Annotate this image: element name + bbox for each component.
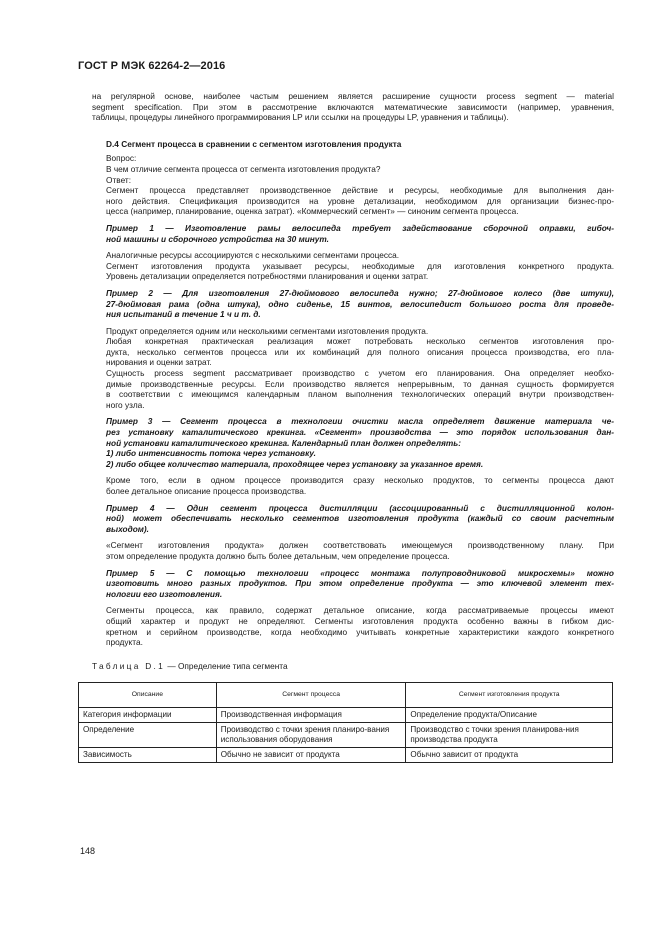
text-line: «Сегмент изготовления продукта» должен соответствовать имеющемуся производственному плану. При (106, 540, 614, 551)
text-line: ной) может обеспечивать несколько сегментов изготовления продукта (каждый со своим расчетным (106, 513, 614, 524)
text-line: рез установку каталитического крекинга. «Сегмент» производства — это порядок использования дан- (106, 427, 614, 438)
text-line: Пример 5 — С помощью технологии «процесс монтажа полупроводниковой микросхемы» можно (106, 567, 614, 578)
paragraph-any-realization (92, 336, 614, 368)
text-line: Кроме того, если в одном процессе производится сразу несколько продуктов, то сегменты процесса дают (106, 475, 614, 486)
text-line: более детальное описание процесса производства. (106, 486, 307, 496)
example-4 (92, 503, 614, 535)
text-line: выходом). (106, 523, 149, 534)
page-header: ГОСТ Р МЭК 62264-2—2016 (78, 60, 226, 72)
table-cell: Обычно не зависит от продукта (216, 748, 406, 763)
example-5 (92, 568, 614, 600)
text-line: Любая конкретная практическая реализация может потребовать несколько сегментов изготовления про- (106, 336, 614, 347)
table-row (79, 748, 613, 763)
text-line: общий характер и продукт не определяют. Сегменты изготовления продукта особенно важны в гибком дис- (106, 615, 614, 626)
text-line: изготовить много разных продуктов. При этом определение продукта — это ключевой элемент тех- (106, 578, 614, 589)
example-1 (92, 223, 614, 244)
text-line: димые производственные ресурсы. Если производство является непрерывным, то данная сущность формируется (106, 378, 614, 389)
text-line: нирования и оценки затрат. (106, 357, 212, 368)
example-3-items (92, 448, 614, 469)
text-line: ния испытаний в течение 1 ч и т. д. (106, 309, 261, 320)
table-header-row (79, 683, 613, 707)
table-cell: Определение (79, 722, 217, 747)
document-body (83, 91, 614, 763)
question-text: В чем отличие сегмента процесса от сегмента изготовления продукта? (106, 163, 381, 174)
answer-paragraph (92, 185, 614, 217)
text-line: кретном и серийном производстве, когда необходимо учитывать конкретные характеристики каждого конкретного (106, 626, 614, 637)
paragraph-product-defined: Продукт определяется одним или несколькими сегментами изготовления продукта. (106, 325, 429, 336)
text-line: на регулярной основе, наиболее частым решением является расширение сущности process segment — material (92, 91, 614, 101)
column-header: Сегмент процесса (216, 683, 406, 707)
column-header: Описание (79, 683, 217, 707)
text-line: Пример 4 — Один сегмент процесса дистилляции (ассоциированный с дистилляционной колон- (106, 502, 614, 513)
table-cell: Производство с точки зрения планирова-ния производства продукта (406, 722, 613, 747)
table-cell: Производственная информация (216, 707, 406, 722)
text-line: Уровень детализации определяется потребностями планирования и оценки затрат. (106, 271, 429, 282)
text-line: ного узла. (106, 399, 145, 410)
text-line: Сегменты процесса, как правило, содержат детальное описание, когда рассматриваемые процессы имеют (106, 605, 614, 616)
text-line: 2) либо общее количество материала, проходящее через установку за указанное время. (106, 458, 484, 469)
table-row (79, 707, 613, 722)
answer-label: Ответ: (106, 174, 132, 185)
question-answer (92, 153, 614, 185)
table-cell: Производство с точки зрения планиро-вания использования оборудования (216, 722, 406, 747)
page-number: 148 (80, 846, 96, 856)
text-line: Пример 1 — Изготовление рамы велосипеда требует задействование сборочной оправки, гибоч- (106, 222, 614, 233)
table-cell: Зависимость (79, 748, 217, 763)
text-line: 1) либо интенсивность потока через установку. (106, 448, 316, 459)
paragraph-analog: Аналогичные ресурсы ассоциируются с несколькими сегментами процесса. (106, 250, 400, 261)
paragraph-segments-usually (92, 605, 614, 647)
paragraph-segment-must (92, 540, 614, 561)
text-line: цесса (например, планирование, оценка затрат). «Коммерческий сегмент» — синоним сегмента процесса. (106, 206, 519, 217)
table-cell: Определение продукта/Описание (406, 707, 613, 722)
text-line: в соответствии с имеющимся календарным планом выполнения технологических операций внутри производствен- (106, 389, 614, 400)
paragraph-segment-product (92, 261, 614, 282)
text-line: Пример 2 — Для изготовления 27-дюймового велосипеда нужно; 27-дюймовое колесо (две штуки), (106, 287, 614, 298)
text-line: ной машины и сборочного устройства на 30 минут. (106, 233, 329, 244)
table-row (79, 722, 613, 747)
table-caption: — Определение типа сегмента (167, 660, 288, 671)
question-label: Вопрос: (106, 153, 137, 164)
table-label: Таблица D.1 (92, 660, 166, 671)
segment-type-table (78, 682, 613, 763)
text-line: дукта, несколько сегментов процесса или их комбинаций для полного описания процесса производства, его пла- (106, 346, 614, 357)
text-line: Сегмент изготовления продукта указывает ресурсы, необходимые для изготовления конкретного продукта. (106, 260, 614, 271)
example-3 (92, 416, 614, 448)
text-line: 27-дюймовая рама (одна штука), одно сиденье, 15 винтов, велосипедист большого роста для проведе- (106, 298, 614, 309)
intro-paragraph (92, 91, 614, 123)
text-line: ной установки каталитического крекинга. Календарный план должен определять: (106, 437, 461, 448)
example-2 (92, 288, 614, 320)
paragraph-essence (92, 368, 614, 410)
text-line: нологии его изготовления. (106, 588, 223, 599)
text-line: Пример 3 — Сегмент процесса в технологии очистки масла определяет движение материала че- (106, 416, 614, 427)
paragraph-besides (92, 475, 614, 496)
table-cell: Обычно зависит от продукта (406, 748, 613, 763)
text-line: segment specification. При этом в рассмотрение включаются математические зависимости (например, уравнения, (92, 101, 614, 112)
column-header: Сегмент изготовления продукта (406, 683, 613, 707)
table-cell: Категория информации (79, 707, 217, 722)
text-line: этом определение продукта должно быть более детальным, чем определение процесса. (106, 550, 450, 561)
table-title (92, 661, 614, 672)
section-heading: D.4 Сегмент процесса в сравнении с сегментом изготовления продукта (106, 138, 402, 149)
text-line: Сегмент процесса представляет производственное действие и ресурсы, необходимые для выполнения дан- (106, 185, 614, 196)
text-line: продукта. (106, 637, 143, 648)
text-line: ного действия. Спецификация производится на уровне детализации, необходимом для организации бизнес-про- (106, 195, 614, 206)
text-line: таблицы, процедуры линейного программирования LP или ссылки на процедуры LP, уравнения и таблицы). (92, 112, 509, 123)
text-line: Сущность process segment рассматривает производство с учетом его планирования. Она определяет необхо- (106, 368, 614, 379)
